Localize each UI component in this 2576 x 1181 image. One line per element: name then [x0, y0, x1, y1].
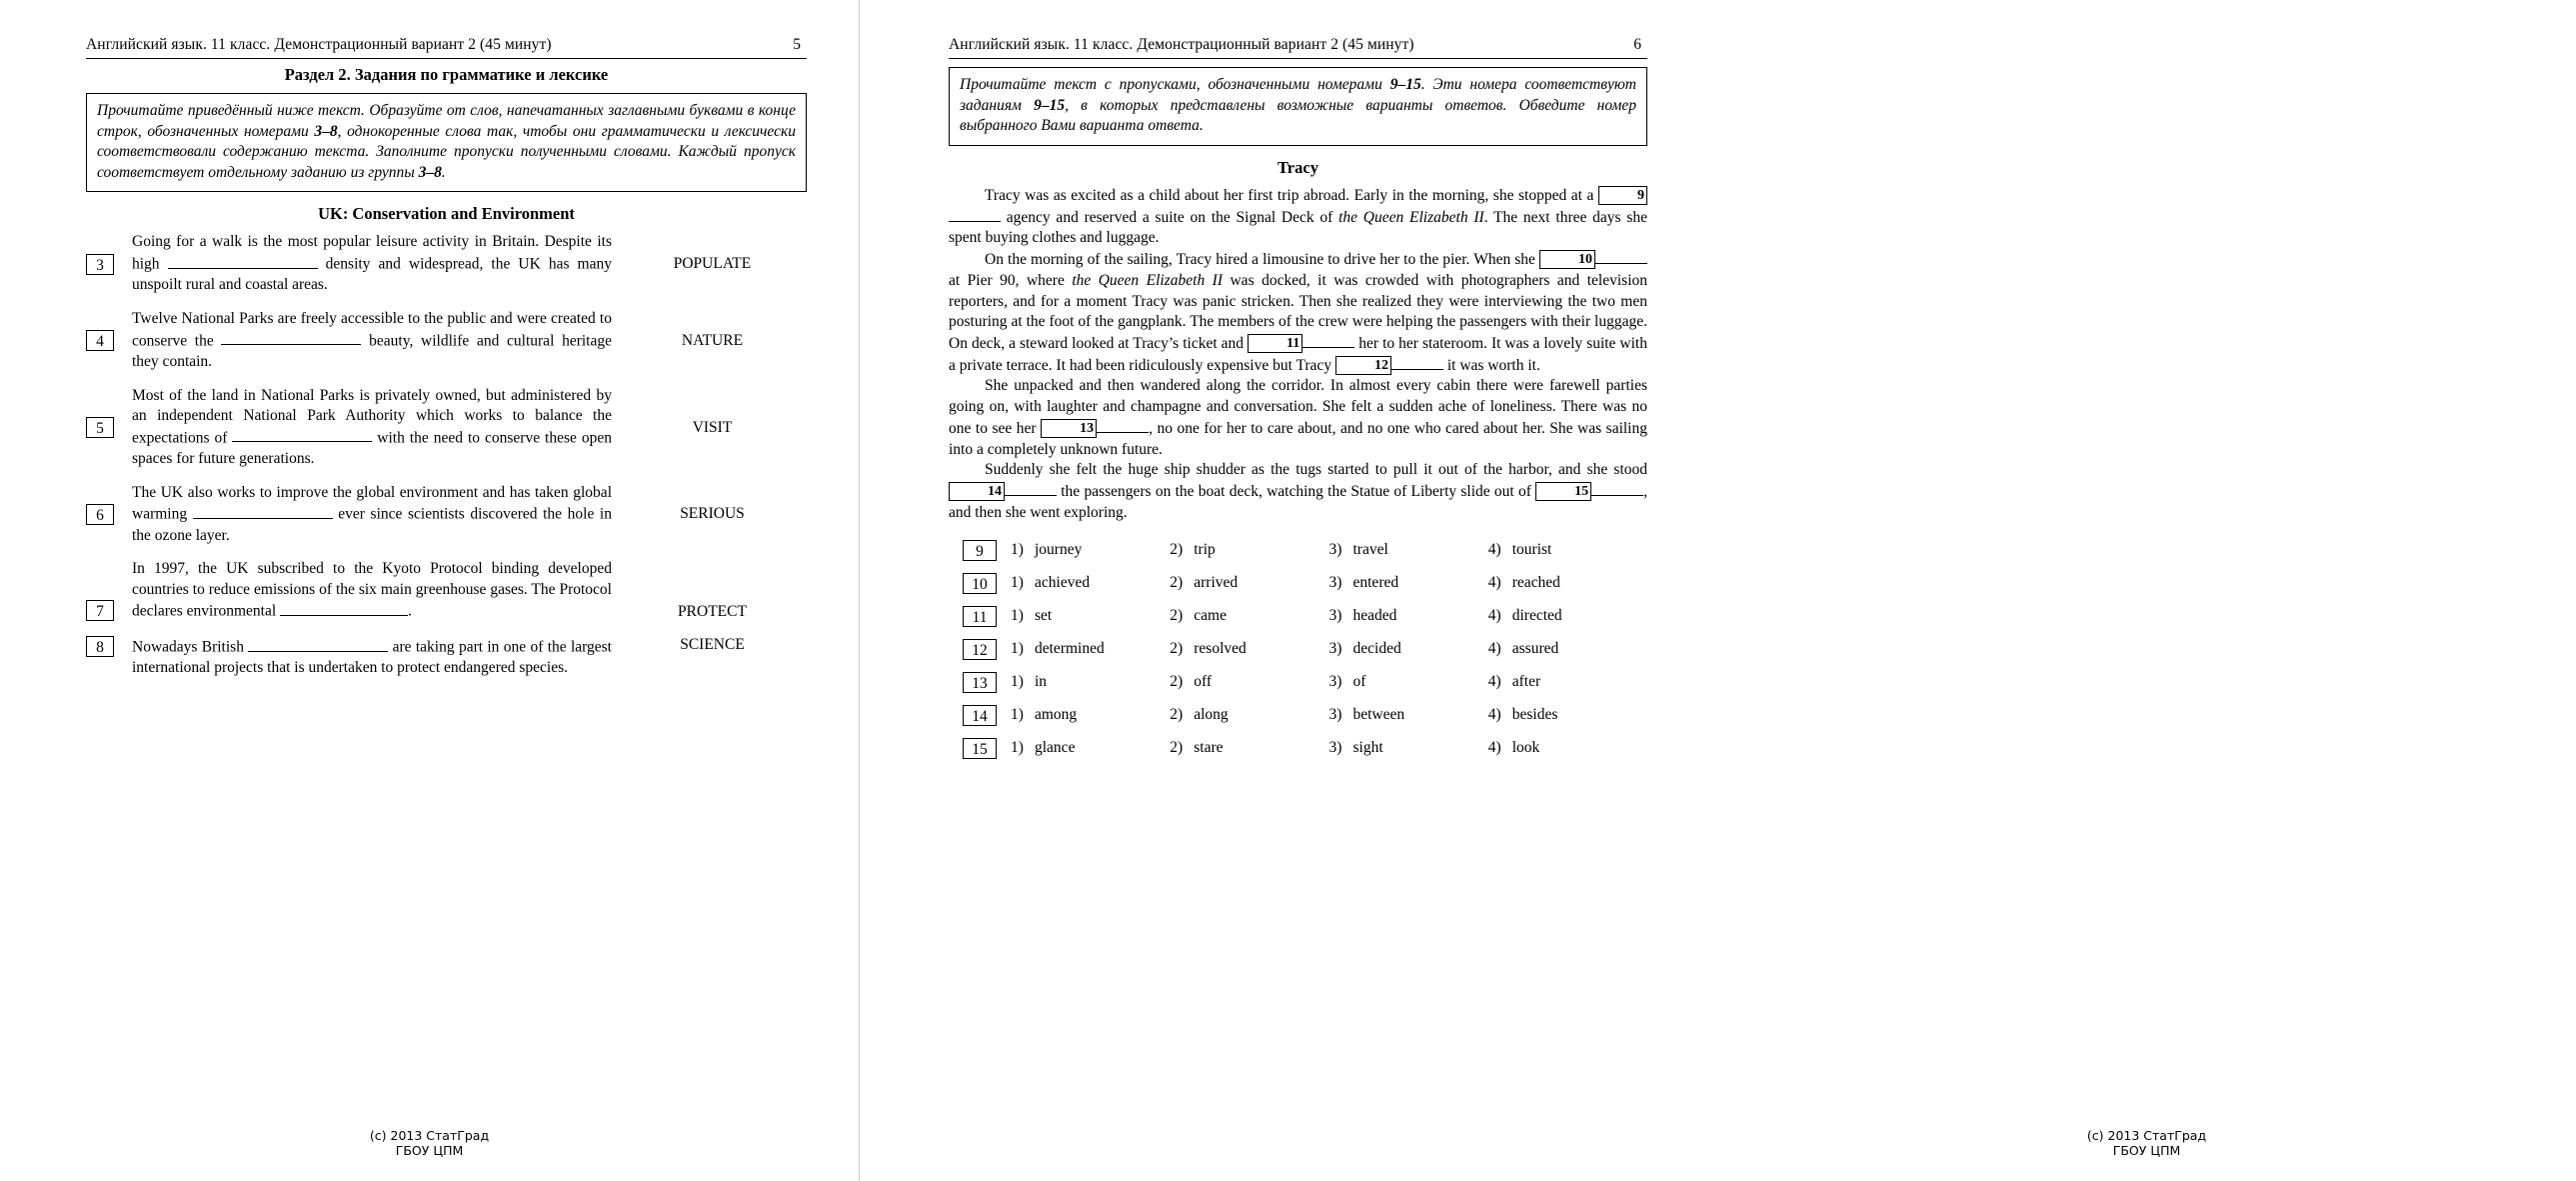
task-text-before: Twelve National Parks are freely accessible to the public and were created to conserve the [132, 309, 612, 350]
option-key: 3) [1328, 607, 1342, 625]
option-key: 1) [1011, 541, 1024, 559]
answer-number-cell [949, 606, 1011, 627]
answer-option[interactable] [1170, 574, 1328, 592]
gap-number[interactable]: 11 [1248, 334, 1302, 353]
answer-option[interactable] [1329, 706, 1488, 724]
gap-number[interactable]: 13 [1041, 419, 1097, 438]
paragraph: Tracy was as excited as a child about her first trip abroad. Early in the morning, she stopped at a 9 agency and reserved a suite on the Signal Deck of the Queen Elizabeth II. The next three days she spent buying clothes and luggage. [949, 186, 1647, 247]
task-text-after: beauty, wildlife and cultural heritage they contain. [132, 332, 612, 370]
answer-number-cell [949, 639, 1011, 660]
gap-blank[interactable] [1591, 481, 1643, 496]
option-value: headed [1352, 607, 1397, 625]
footer-org: ГБОУ ЦПМ [395, 1143, 464, 1159]
task-text [132, 386, 612, 470]
answer-blank[interactable] [193, 503, 333, 519]
answer-option[interactable] [1170, 640, 1328, 658]
option-key: 2) [1170, 640, 1184, 658]
option-key: 3) [1328, 706, 1342, 724]
footer-right [1717, 1128, 2576, 1159]
task-number-cell [86, 559, 132, 623]
footer-copyright: (c) 2013 СтатГрад [2086, 1127, 2207, 1143]
answer-option[interactable] [1011, 673, 1170, 691]
task-number-cell [86, 386, 132, 470]
answer-blank[interactable] [168, 253, 318, 269]
task-keyword: POPULATE [673, 255, 752, 273]
header-rule-right [949, 58, 1647, 59]
instruction-box-left [86, 93, 807, 192]
task-text-after: density and widespread, the UK has many unspoilt rural and coastal areas. [132, 255, 612, 294]
answer-row [949, 573, 1647, 594]
option-key: 4) [1487, 607, 1501, 625]
option-key: 4) [1487, 673, 1501, 691]
answer-number-cell [949, 573, 1011, 594]
page-right [859, 0, 2207, 1181]
option-key: 2) [1170, 607, 1184, 625]
task-text-after: with the need to conserve these open spaces for future generations. [132, 429, 612, 468]
task-text-after: ever since scientists discovered the hole in the ozone layer. [132, 506, 612, 544]
instruction-text-left: Прочитайте приведённый ниже текст. Образуйте от слов, напечатанных заглавными буквами в конце строк, обозначенных номерами 3–8, однокоренные слова так, чтобы они грамматически и лексически соответствовали содержанию текста. Заполните пропуски полученными словами. Каждый пропуск соответствует отдельному заданию из группы 3–8. [97, 102, 796, 181]
answer-option[interactable] [1170, 673, 1328, 691]
option-key: 4) [1487, 574, 1501, 592]
gap-number[interactable]: 14 [949, 482, 1005, 501]
option-key: 1) [1011, 673, 1024, 691]
answer-number: 13 [963, 672, 997, 693]
option-key: 1) [1011, 640, 1024, 658]
gap-blank[interactable] [1391, 355, 1443, 370]
answer-option[interactable] [1170, 706, 1328, 724]
task-text-before: The UK also works to improve the global environment and has taken global warming [132, 483, 612, 524]
option-key: 2) [1170, 673, 1184, 691]
option-value: arrived [1194, 574, 1239, 592]
gap-number[interactable]: 10 [1539, 250, 1595, 269]
option-value: of [1352, 673, 1366, 691]
answer-option[interactable] [1329, 739, 1488, 757]
task-number: 4 [86, 330, 114, 351]
task-text [132, 559, 612, 623]
answer-option[interactable] [1011, 640, 1170, 658]
page-number-right: 6 [1633, 36, 1641, 53]
page-left-header [86, 36, 807, 54]
answer-number-cell [949, 672, 1011, 693]
option-value: achieved [1035, 574, 1091, 592]
answer-option[interactable] [1488, 541, 1647, 559]
option-value: stare [1194, 739, 1224, 757]
reading-text-title: UK: Conservation and Environment [318, 204, 575, 224]
option-value: off [1194, 673, 1213, 691]
option-key: 2) [1170, 706, 1184, 724]
option-value: entered [1352, 574, 1399, 592]
option-key: 4) [1487, 706, 1501, 724]
header-title-left: Английский язык. 11 класс. Демонстрационный вариант 2 (45 минут) [86, 36, 552, 53]
answer-option[interactable] [1488, 706, 1647, 724]
option-value: reached [1511, 574, 1560, 592]
option-value: tourist [1511, 541, 1552, 559]
option-key: 4) [1487, 541, 1501, 559]
answer-number: 9 [963, 540, 997, 561]
answer-blank[interactable] [221, 330, 361, 346]
task-text [132, 309, 612, 373]
task-row [86, 483, 807, 547]
answer-row [949, 540, 1647, 561]
answer-row [949, 606, 1647, 627]
answer-row [949, 705, 1647, 726]
gap-blank[interactable] [1302, 333, 1354, 348]
option-key: 1) [1011, 607, 1024, 625]
header-rule-left [86, 58, 807, 59]
page-right-header [949, 36, 1647, 54]
task-text [132, 636, 612, 679]
task-number-cell [86, 636, 132, 679]
option-value: along [1194, 706, 1229, 724]
answer-option[interactable] [1170, 607, 1328, 625]
answer-number-cell [949, 705, 1011, 726]
answer-number: 14 [963, 705, 997, 726]
task-number: 5 [86, 417, 114, 438]
answer-blank[interactable] [248, 636, 388, 652]
story-body [949, 186, 1647, 524]
answer-number: 15 [963, 738, 997, 759]
section-title: Раздел 2. Задания по грамматике и лексике [284, 65, 609, 84]
task-keyword: SERIOUS [680, 505, 745, 523]
option-value: glance [1035, 739, 1076, 757]
page-number-left: 5 [793, 36, 801, 53]
answer-row [949, 639, 1647, 660]
option-value: came [1194, 607, 1227, 625]
task-number-cell [86, 309, 132, 373]
task-text-before: Going for a walk is the most popular leisure activity in Britain. Despite its high [132, 233, 612, 273]
option-key: 2) [1170, 574, 1184, 592]
task-number-cell [86, 483, 132, 547]
answer-option[interactable] [1488, 574, 1647, 592]
task-text-before: Most of the land in National Parks is privately owned, but administered by an independent National Park Authority which works to balance the expectations of [132, 386, 612, 447]
answer-option[interactable] [1488, 607, 1647, 625]
instruction-text-right: Прочитайте текст с пропусками, обозначенными номерами 9–15. Эти номера соответствуют заданиям 9–15, в которых представлены возможные варианты ответов. Обведите номер выбранного Вами варианта ответа. [960, 76, 1636, 135]
option-key: 2) [1170, 739, 1184, 757]
footer-copyright: (c) 2013 СтатГрад [369, 1127, 490, 1143]
option-key: 3) [1328, 640, 1342, 658]
option-value: decided [1352, 640, 1401, 658]
answer-number-cell [949, 540, 1011, 561]
answer-option[interactable] [1011, 574, 1170, 592]
answer-option[interactable] [1170, 739, 1328, 757]
answer-option[interactable] [1329, 640, 1488, 658]
gap-blank[interactable] [949, 207, 1001, 222]
task-number: 8 [86, 636, 114, 657]
answer-option[interactable] [1011, 607, 1170, 625]
answer-option[interactable] [1488, 640, 1647, 658]
task-list [86, 232, 807, 678]
task-keyword: PROTECT [678, 602, 747, 620]
task-keyword: VISIT [692, 418, 733, 436]
header-title-right: Английский язык. 11 класс. Демонстрационный вариант 2 (45 минут) [949, 36, 1414, 53]
paragraph: On the morning of the sailing, Tracy hired a limousine to drive her to the pier. When she 10 at Pier 90, where the Queen Elizabeth II was docked, it was crowded with photographers and television reporters, and for a moment Tracy was panic stricken. Then she realized they were interviewing the two men posturing at the foot of the gangplank. The members of the crew were helping the passengers with their luggage. On deck, a steward looked at Tracy’s ticket and 11 her to her stateroom. It was a lovely suite with a private terrace. It had been ridiculously expensive but Tracy 12 it was worth it. [949, 251, 1648, 374]
answer-blank[interactable] [232, 427, 372, 443]
option-value: sight [1352, 739, 1383, 757]
option-key: 3) [1328, 739, 1342, 757]
option-value: among [1035, 706, 1078, 724]
answer-option[interactable] [1488, 739, 1647, 757]
task-text-before: In 1997, the UK subscribed to the Kyoto Protocol binding developed countries to reduce emissions of the six main greenhouse gases. The Protocol declares environmental [132, 560, 612, 621]
option-key: 4) [1487, 739, 1501, 757]
option-value: between [1352, 706, 1405, 724]
answer-options-list [949, 540, 1647, 759]
task-number: 7 [86, 600, 114, 621]
task-row [86, 309, 807, 373]
gap-blank[interactable] [1097, 418, 1149, 433]
answer-number: 11 [963, 606, 997, 627]
option-key: 2) [1170, 541, 1184, 559]
gap-number[interactable]: 9 [1598, 186, 1647, 205]
option-value: directed [1511, 607, 1562, 625]
task-row [86, 636, 807, 679]
task-number-cell [86, 232, 132, 296]
answer-blank[interactable] [280, 600, 408, 616]
answer-number: 10 [963, 573, 997, 594]
option-key: 1) [1011, 574, 1024, 592]
gap-blank[interactable] [1005, 481, 1057, 496]
option-value: set [1035, 607, 1053, 625]
answer-number: 12 [963, 639, 997, 660]
task-number: 3 [86, 254, 114, 275]
option-value: in [1035, 673, 1048, 691]
task-row [86, 386, 807, 470]
gap-number[interactable]: 15 [1535, 482, 1591, 501]
option-key: 3) [1328, 673, 1342, 691]
task-row [86, 559, 807, 623]
task-text-after: are taking part in one of the largest international projects that is undertaken to protect endangered species. [132, 638, 612, 677]
option-key: 3) [1328, 541, 1342, 559]
answer-number-cell [949, 738, 1011, 759]
page-left [0, 0, 859, 1181]
option-value: besides [1511, 706, 1558, 724]
option-key: 1) [1011, 739, 1024, 757]
answer-option[interactable] [1011, 706, 1170, 724]
option-value: resolved [1194, 640, 1247, 658]
task-text-before: Nowadays British [132, 638, 249, 656]
answer-option[interactable] [1170, 541, 1328, 559]
answer-row [949, 738, 1647, 759]
answer-option[interactable] [1329, 541, 1488, 559]
answer-option[interactable] [1488, 673, 1647, 691]
option-value: trip [1194, 541, 1216, 559]
task-text [132, 483, 612, 547]
answer-row [949, 672, 1647, 693]
gap-number[interactable]: 12 [1335, 356, 1391, 375]
footer-org: ГБОУ ЦПМ [2112, 1143, 2181, 1159]
task-keyword: SCIENCE [680, 635, 745, 653]
option-value: determined [1035, 640, 1105, 658]
task-row [86, 232, 807, 296]
option-key: 3) [1328, 574, 1342, 592]
option-key: 1) [1011, 706, 1024, 724]
option-value: journey [1035, 541, 1083, 559]
answer-option[interactable] [1011, 541, 1170, 559]
italic-ship-name: the Queen Elizabeth II [1338, 208, 1484, 226]
option-key: 4) [1487, 640, 1501, 658]
gap-blank[interactable] [1595, 249, 1647, 264]
paragraph: Suddenly she felt the huge ship shudder as the tugs started to pull it out of the harbor, and she stood 14 the passengers on the boat deck, watching the Statue of Liberty slide out of 15 , and then she went exploring. [949, 461, 1647, 521]
answer-option[interactable] [1329, 607, 1488, 625]
answer-option[interactable] [1011, 739, 1170, 757]
option-value: assured [1511, 640, 1559, 658]
story-title: Tracy [1278, 157, 1318, 177]
task-number: 6 [86, 504, 114, 525]
task-text-after: . [408, 603, 412, 621]
option-value: look [1511, 739, 1540, 757]
task-keyword: NATURE [681, 331, 744, 349]
answer-option[interactable] [1329, 673, 1488, 691]
instruction-box-right [949, 67, 1647, 146]
option-value: travel [1352, 541, 1388, 559]
italic-ship-name: the Queen Elizabeth II [1072, 271, 1224, 289]
footer-left [0, 1128, 859, 1159]
answer-option[interactable] [1329, 574, 1488, 592]
task-text [132, 232, 612, 296]
paragraph: She unpacked and then wandered along the corridor. In almost every cabin there were farewell parties going on, with laughter and champagne and conversation. She felt a sudden ache of loneliness. There was no one to see her 13 , no one for her to care about, and no one who cared about her. She was sailing into a completely unknown future. [949, 377, 1647, 458]
option-value: after [1511, 673, 1541, 691]
